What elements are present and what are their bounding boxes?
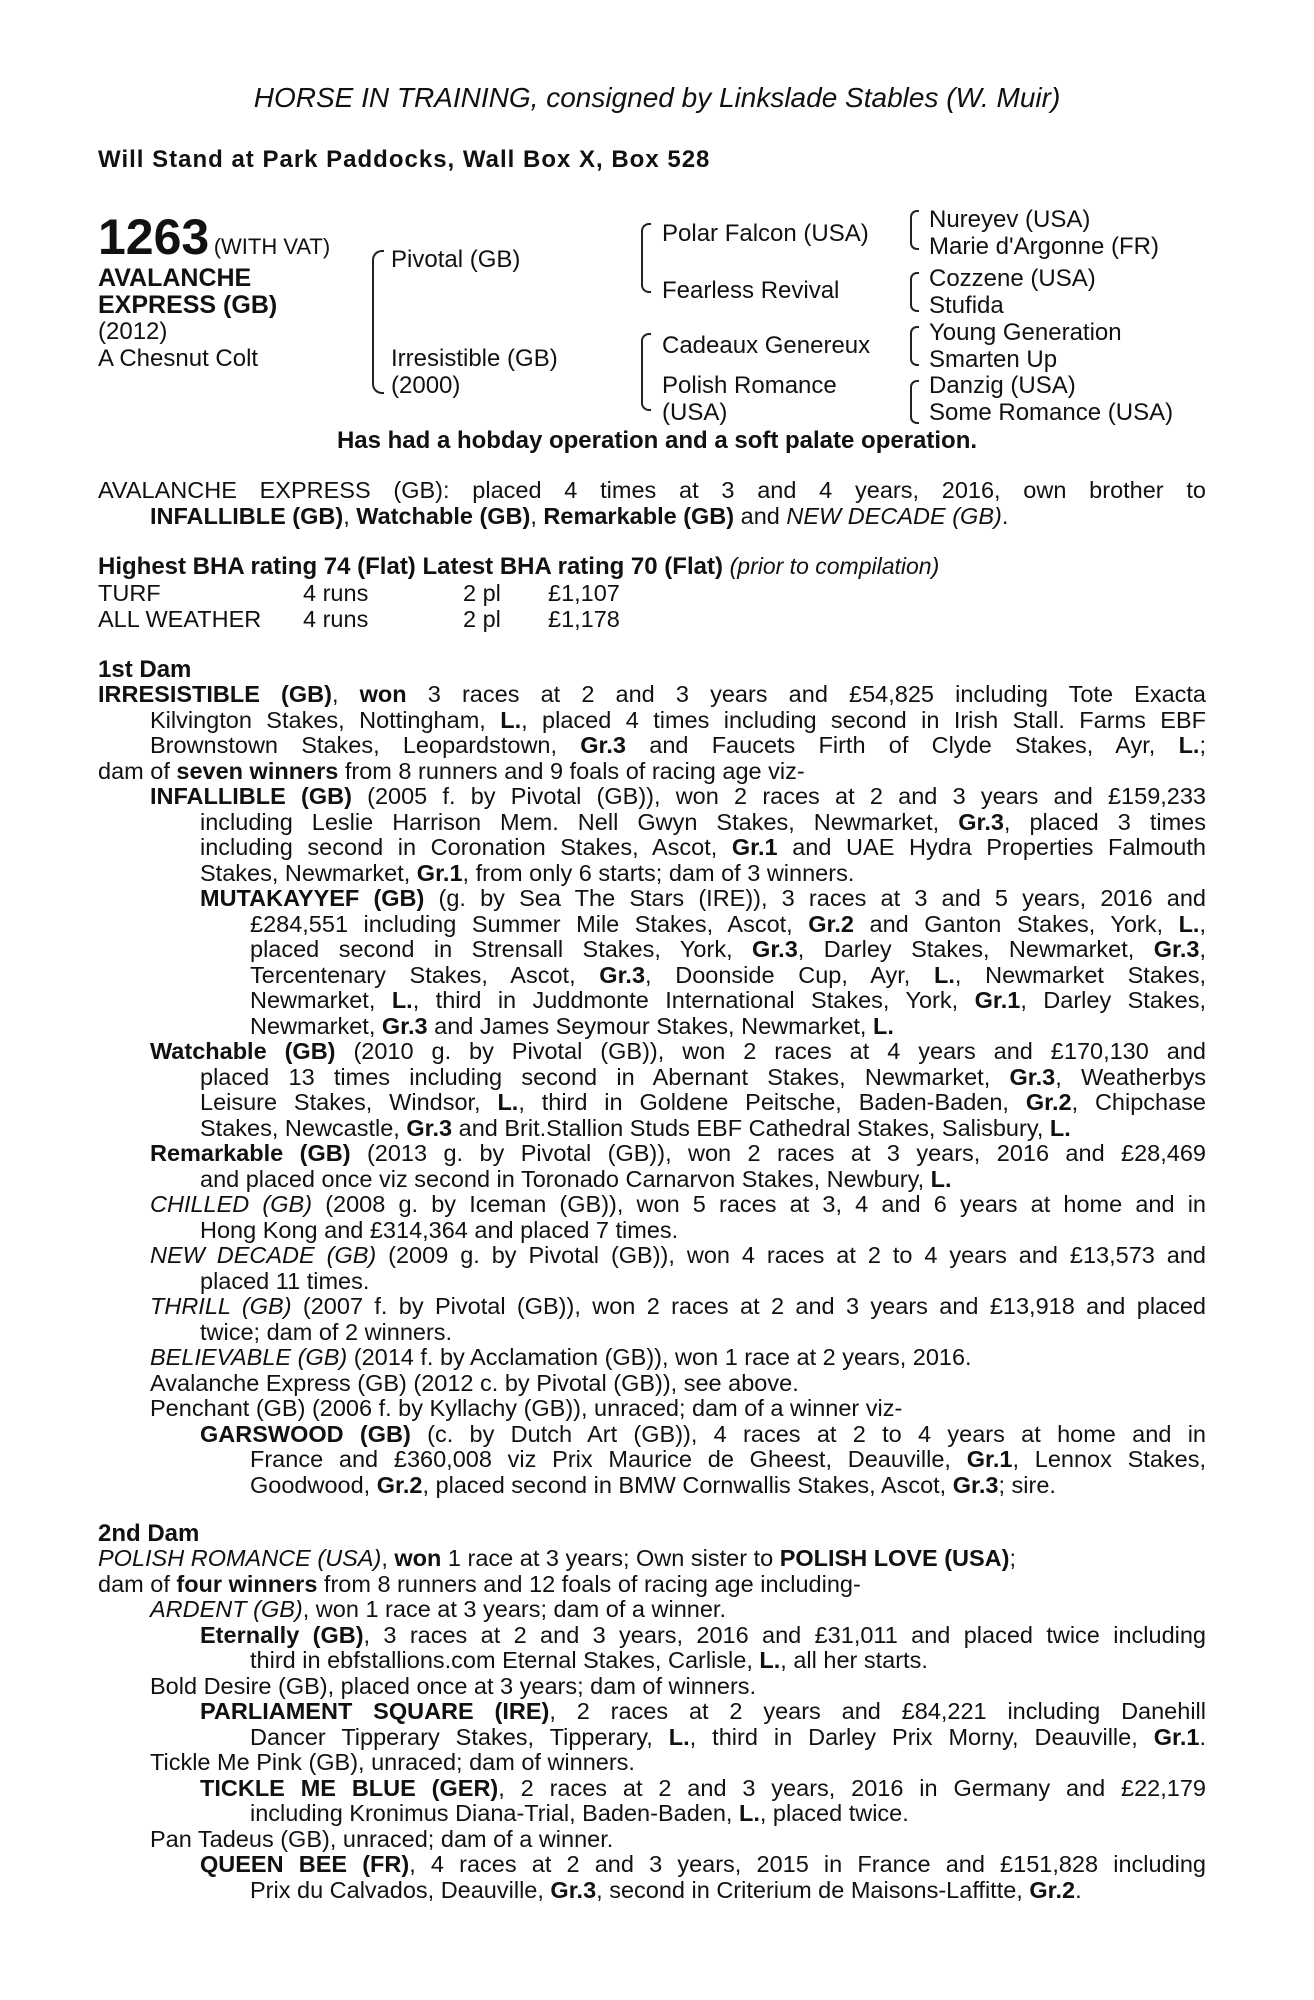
text-line: Remarkable (GB) (2013 g. by Pivotal (GB)), won 2 races at 3 years, 2016 and £28,469 bbox=[150, 1140, 1206, 1166]
veterinary-note: Has had a hobday operation and a soft palate operation. bbox=[336, 427, 978, 454]
text-line: TICKLE ME BLUE (GER), 2 races at 2 and 3 years, 2016 in Germany and £22,179 bbox=[200, 1774, 1206, 1801]
pedigree-brace bbox=[641, 223, 651, 293]
dam-year: (2000) bbox=[391, 372, 461, 399]
pedigree-brace bbox=[910, 326, 919, 366]
text-line: twice; dam of 2 winners. bbox=[200, 1318, 453, 1345]
lot-number-block bbox=[98, 208, 330, 266]
summary bbox=[98, 478, 1206, 529]
text-line: £284,551 including Summer Mile Stakes, Ascot, Gr.2 and Ganton Stakes, York, L., bbox=[250, 910, 1206, 937]
text-line: PARLIAMENT SQUARE (IRE), 2 races at 2 years and £84,221 including Danehill bbox=[200, 1698, 1206, 1724]
sire-dam-dam: Stufida bbox=[929, 292, 1004, 319]
text-line: MUTAKAYYEF (GB) (g. by Sea The Stars (IRE)), 3 races at 3 and 5 years, 2016 and bbox=[200, 885, 1206, 911]
sire-dam-sire: Cozzene (USA) bbox=[929, 265, 1096, 292]
summary-line: INFALLIBLE (GB), Watchable (GB), Remarkable (GB) and NEW DECADE (GB). bbox=[150, 502, 1009, 529]
pedigree-brace bbox=[910, 380, 919, 424]
text-line: Stakes, Newcastle, Gr.3 and Brit.Stallion Studs EBF Cathedral Stakes, Salisbury, L. bbox=[200, 1114, 1071, 1141]
consignor-line: HORSE IN TRAINING, consigned by Linkslade Stables (W. Muir) bbox=[253, 82, 1061, 113]
horse-year: (2012) bbox=[98, 318, 168, 345]
text-line: including second in Coronation Stakes, Ascot, Gr.1 and UAE Hydra Properties Falmouth bbox=[200, 834, 1206, 860]
text-line: BELIEVABLE (GB) (2014 f. by Acclamation (GB)), won 1 race at 2 years, 2016. bbox=[150, 1344, 972, 1370]
text-line: dam of four winners from 8 runners and 12 foals of racing age including- bbox=[98, 1570, 861, 1597]
first-dam-heading: 1st Dam bbox=[98, 656, 192, 683]
dam-sire-dam: Smarten Up bbox=[929, 346, 1058, 373]
horse-name-line2: EXPRESS (GB) bbox=[98, 291, 278, 319]
dam-sire: Cadeaux Genereux bbox=[662, 332, 871, 359]
text-line: THRILL (GB) (2007 f. by Pivotal (GB)), won 2 races at 2 and 3 years and £13,918 and placed bbox=[150, 1293, 1206, 1319]
sire-sire-sire: Nureyev (USA) bbox=[929, 206, 1091, 233]
dam-dam-sire: Danzig (USA) bbox=[929, 372, 1076, 399]
pedigree-brace bbox=[910, 272, 919, 312]
ratings-heading: Highest BHA rating 74 (Flat) Latest BHA rating 70 (Flat) (prior to compilation) bbox=[98, 553, 940, 580]
text-line: including Kronimus Diana-Trial, Baden-Baden, L., placed twice. bbox=[250, 1800, 909, 1826]
text-line: placed second in Strensall Stakes, York, Gr.3, Darley Stakes, Newmarket, Gr.3, bbox=[250, 936, 1206, 962]
text-line: Stakes, Newmarket, Gr.1, from only 6 starts; dam of 3 winners. bbox=[200, 859, 855, 886]
sire: Pivotal (GB) bbox=[391, 246, 521, 273]
text-line: and placed once viz second in Toronado Carnarvon Stakes, Newbury, L. bbox=[200, 1165, 952, 1192]
dam-dam-country: (USA) bbox=[662, 399, 728, 426]
text-line: France and £360,008 viz Prix Maurice de Gheest, Deauville, Gr.1, Lennox Stakes, bbox=[250, 1446, 1206, 1472]
dam-dam-dam: Some Romance (USA) bbox=[929, 399, 1174, 426]
text-line: IRRESISTIBLE (GB), won 3 races at 2 and 3 years and £54,825 including Tote Exacta bbox=[98, 681, 1206, 707]
text-line: third in ebfstallions.com Eternal Stakes, Carlisle, L., all her starts. bbox=[250, 1647, 928, 1673]
dam: Irresistible (GB) bbox=[391, 345, 558, 372]
text-line: placed 11 times. bbox=[200, 1267, 370, 1294]
text-line: Prix du Calvados, Deauville, Gr.3, second in Criterium de Maisons-Laffitte, Gr.2. bbox=[250, 1876, 1082, 1903]
lot-number: 1263 bbox=[98, 209, 210, 265]
horse-description: A Chesnut Colt bbox=[98, 345, 259, 372]
text-line: GARSWOOD (GB) (c. by Dutch Art (GB)), 4 races at 2 to 4 years at home and in bbox=[200, 1420, 1206, 1447]
text-line: Penchant (GB) (2006 f. by Kyllachy (GB)), unraced; dam of a winner viz- bbox=[150, 1395, 903, 1421]
summary-line: AVALANCHE EXPRESS (GB): placed 4 times at 3 and 4 years, 2016, own brother to bbox=[98, 477, 1206, 503]
first-dam-section bbox=[98, 682, 1206, 1498]
location-line: Will Stand at Park Paddocks, Wall Box X, Box 528 bbox=[98, 146, 711, 173]
text-line: ARDENT (GB), won 1 race at 3 years; dam of a winner. bbox=[150, 1596, 726, 1622]
text-line: Eternally (GB), 3 races at 2 and 3 years, 2016 and £31,011 and placed twice including bbox=[200, 1621, 1206, 1648]
text-line: Watchable (GB) (2010 g. by Pivotal (GB)), won 2 races at 4 years and £170,130 and bbox=[150, 1038, 1206, 1064]
text-line: POLISH ROMANCE (USA), won 1 race at 3 years; Own sister to POLISH LOVE (USA); bbox=[98, 1545, 1017, 1571]
sire-dam: Fearless Revival bbox=[662, 277, 840, 304]
text-line: Tickle Me Pink (GB), unraced; dam of winners. bbox=[150, 1749, 635, 1775]
sire-sire: Polar Falcon (USA) bbox=[662, 220, 869, 247]
text-line: Newmarket, L., third in Juddmonte International Stakes, York, Gr.1, Darley Stakes, bbox=[250, 987, 1206, 1013]
text-line: Dancer Tipperary Stakes, Tipperary, L., third in Darley Prix Morny, Deauville, Gr.1. bbox=[250, 1723, 1206, 1750]
sire-sire-dam: Marie d'Argonne (FR) bbox=[929, 233, 1159, 260]
text-line: INFALLIBLE (GB) (2005 f. by Pivotal (GB)), won 2 races at 2 and 3 years and £159,233 bbox=[150, 783, 1206, 809]
text-line: Brownstown Stakes, Leopardstown, Gr.3 and Faucets Firth of Clyde Stakes, Ayr, L.; bbox=[150, 732, 1206, 758]
pedigree-brace bbox=[910, 210, 919, 250]
dam-dam: Polish Romance bbox=[662, 372, 837, 399]
text-line: Newmarket, Gr.3 and James Seymour Stakes, Newmarket, L. bbox=[250, 1012, 894, 1039]
text-line: CHILLED (GB) (2008 g. by Iceman (GB)), won 5 races at 3, 4 and 6 years at home and in bbox=[150, 1191, 1207, 1217]
text-line: Leisure Stakes, Windsor, L., third in Goldene Peitsche, Baden-Baden, Gr.2, Chipchase bbox=[200, 1089, 1206, 1115]
text-line: Kilvington Stakes, Nottingham, L., placed 4 times including second in Irish Stall. Farms EBF bbox=[150, 706, 1206, 733]
text-line: Bold Desire (GB), placed once at 3 years; dam of winners. bbox=[150, 1672, 757, 1699]
pedigree-brace bbox=[372, 250, 384, 394]
ratings-table: TURF 4 runs 2 pl £1,107 ALL WEATHER 4 runs 2 pl £1,178 bbox=[98, 580, 620, 632]
text-line: Pan Tadeus (GB), unraced; dam of a winner. bbox=[150, 1825, 614, 1852]
text-line: QUEEN BEE (FR), 4 races at 2 and 3 years, 2015 in France and £151,828 including bbox=[200, 1851, 1206, 1877]
text-line: placed 13 times including second in Abernant Stakes, Newmarket, Gr.3, Weatherbys bbox=[200, 1063, 1206, 1090]
second-dam-section bbox=[98, 1546, 1206, 1903]
text-line: Hong Kong and £314,364 and placed 7 times. bbox=[200, 1216, 679, 1243]
text-line: dam of seven winners from 8 runners and 9 foals of racing age viz- bbox=[98, 757, 805, 784]
text-line: Avalanche Express (GB) (2012 c. by Pivotal (GB)), see above. bbox=[150, 1369, 799, 1396]
text-line: Goodwood, Gr.2, placed second in BMW Cornwallis Stakes, Ascot, Gr.3; sire. bbox=[250, 1471, 1056, 1498]
pedigree-brace bbox=[641, 333, 651, 411]
second-dam-heading: 2nd Dam bbox=[98, 1520, 200, 1547]
dam-sire-sire: Young Generation bbox=[929, 319, 1122, 346]
text-line: NEW DECADE (GB) (2009 g. by Pivotal (GB)), won 4 races at 2 to 4 years and £13,573 and bbox=[150, 1242, 1206, 1268]
vat-label: (WITH VAT) bbox=[213, 234, 331, 259]
text-line: Tercentenary Stakes, Ascot, Gr.3, Doonside Cup, Ayr, L., Newmarket Stakes, bbox=[250, 961, 1206, 988]
text-line: including Leslie Harrison Mem. Nell Gwyn Stakes, Newmarket, Gr.3, placed 3 times bbox=[200, 808, 1206, 835]
horse-name-line1: AVALANCHE bbox=[98, 264, 252, 292]
